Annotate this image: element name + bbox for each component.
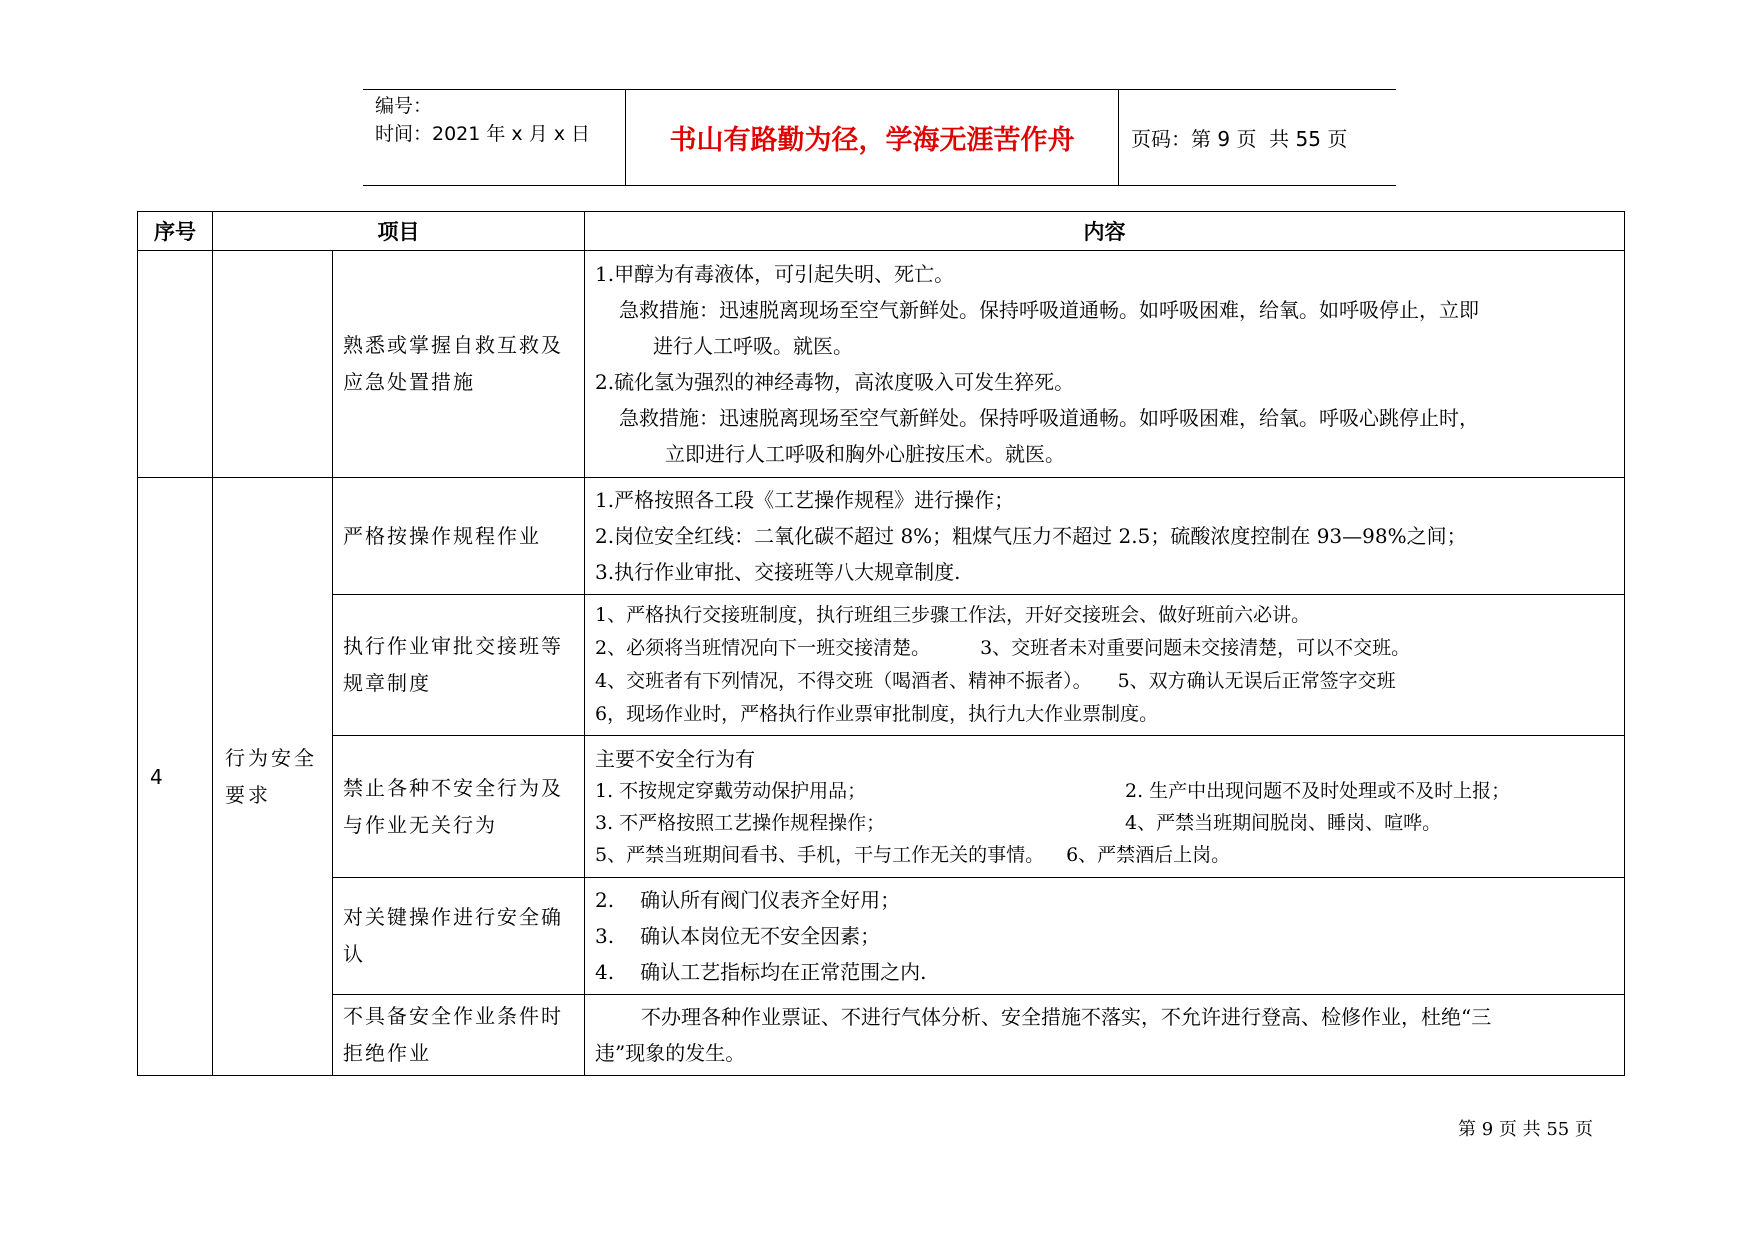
content-intro: 主要不安全行为有 <box>595 746 755 771</box>
page-footer: 第 9 页 共 55 页 <box>1458 1119 1593 1140</box>
content-line: 2.岗位安全红线：二氧化碳不超过 8%；粗煤气压力不超过 2.5；硫酸浓度控制在 93—98%之间； <box>595 524 1467 548</box>
content-shift-handover <box>585 595 1625 736</box>
content-line: 违”现象的发生。 <box>595 1041 746 1065</box>
content-line: 3. 确认本岗位无不安全因素； <box>595 924 881 948</box>
content-line: 不办理各种作业票证、不进行气体分析、安全措施不落实，不允许进行登高、检修作业，杜绝“三 <box>641 1005 1492 1029</box>
content-line: 急救措施：迅速脱离现场至空气新鲜处。保持呼吸道通畅。如呼吸困难，给氧。呼吸心跳停止时， <box>619 406 1479 430</box>
item-refuse-unsafe-work: 不具备安全作业条件时拒绝作业 <box>333 995 585 1076</box>
content-line: 进行人工呼吸。就医。 <box>653 334 853 358</box>
header-left-cell <box>363 90 626 185</box>
item-self-rescue: 熟悉或掌握自救互救及应急处置措施 <box>333 251 585 478</box>
page-info-cell <box>1119 90 1396 185</box>
motto-cell <box>626 90 1119 185</box>
table-row <box>138 995 1625 1076</box>
content-line: 立即进行人工呼吸和胸外心脏按压术。就医。 <box>665 442 1065 466</box>
content-line: 4. 确认工艺指标均在正常范围之内. <box>595 960 927 984</box>
header-motto: 书山有路勤为径，学海无涯苦作舟 <box>669 125 1075 156</box>
content-line: 3.执行作业审批、交接班等八大规章制度. <box>595 560 961 584</box>
content-refuse-unsafe-work <box>585 995 1625 1076</box>
content-unsafe-behavior <box>585 736 1625 878</box>
content-self-rescue <box>585 251 1625 478</box>
item-shift-handover: 执行作业审批交接班等规章制度 <box>333 595 585 736</box>
content-line-pair: 4、交班者有下列情况，不得交班（喝酒者、精神不振者）。 5、双方确认无误后正常签字交班 <box>595 670 1396 692</box>
table-row <box>138 478 1625 595</box>
content-line: 1.甲醇为有毒液体，可引起失明、死亡。 <box>595 262 955 286</box>
content-line: 急救措施：迅速脱离现场至空气新鲜处。保持呼吸道通畅。如呼吸困难，给氧。如呼吸停止，立即 <box>619 298 1479 322</box>
content-line: 1.严格按照各工段《工艺操作规程》进行操作； <box>595 488 1015 512</box>
content-line-pair: 5、严禁当班期间看书、手机，干与工作无关的事情。 6、严禁酒后上岗。 <box>595 843 1231 866</box>
item-unsafe-behavior: 禁止各种不安全行为及与作业无关行为 <box>333 736 585 878</box>
content-line-pair: 3. 不严格按照工艺操作规程操作； 4、严禁当班期间脱岗、睡岗、喧哗。 <box>595 811 1442 834</box>
header-item: 项目 <box>213 212 585 251</box>
document-number-label: 编号： <box>375 95 433 117</box>
content-key-operation-confirm <box>585 878 1625 995</box>
safety-requirements-table <box>137 211 1625 1076</box>
item-key-operation-confirm: 对关键操作进行安全确认 <box>333 878 585 995</box>
row-number: 4 <box>138 478 213 1076</box>
table-header-row <box>138 212 1625 251</box>
header-page-label: 页码：第 9 页 共 55 页 <box>1131 127 1348 151</box>
document-header <box>363 89 1396 186</box>
category-behavior-safety: 行为安全要求 <box>213 478 333 1076</box>
content-follow-procedures <box>585 478 1625 595</box>
item-follow-procedures: 严格按操作规程作业 <box>333 478 585 595</box>
table-row <box>138 251 1625 478</box>
table-row <box>138 878 1625 995</box>
document-time-label: 时间：2021 年 x 月 x 日 <box>375 123 591 145</box>
empty-no-cell <box>138 251 213 478</box>
header-content: 内容 <box>585 212 1625 251</box>
content-line: 2. 确认所有阀门仪表齐全好用； <box>595 888 901 912</box>
content-line-pair: 2、必须将当班情况向下一班交接清楚。 3、交班者未对重要问题未交接清楚，可以不交班。 <box>595 637 1411 659</box>
content-line-pair: 1. 不按规定穿戴劳动保护用品； 2. 生产中出现问题不及时处理或不及时上报； <box>595 779 1511 802</box>
content-line: 1、严格执行交接班制度，执行班组三步骤工作法，开好交接班会、做好班前六必讲。 <box>595 604 1311 626</box>
content-line: 2.硫化氢为强烈的神经毒物，高浓度吸入可发生猝死。 <box>595 370 1075 394</box>
table-row <box>138 736 1625 878</box>
content-line: 6，现场作业时，严格执行作业票审批制度，执行九大作业票制度。 <box>595 703 1159 725</box>
header-no: 序号 <box>138 212 213 251</box>
empty-category-cell <box>213 251 333 478</box>
table-row <box>138 595 1625 736</box>
